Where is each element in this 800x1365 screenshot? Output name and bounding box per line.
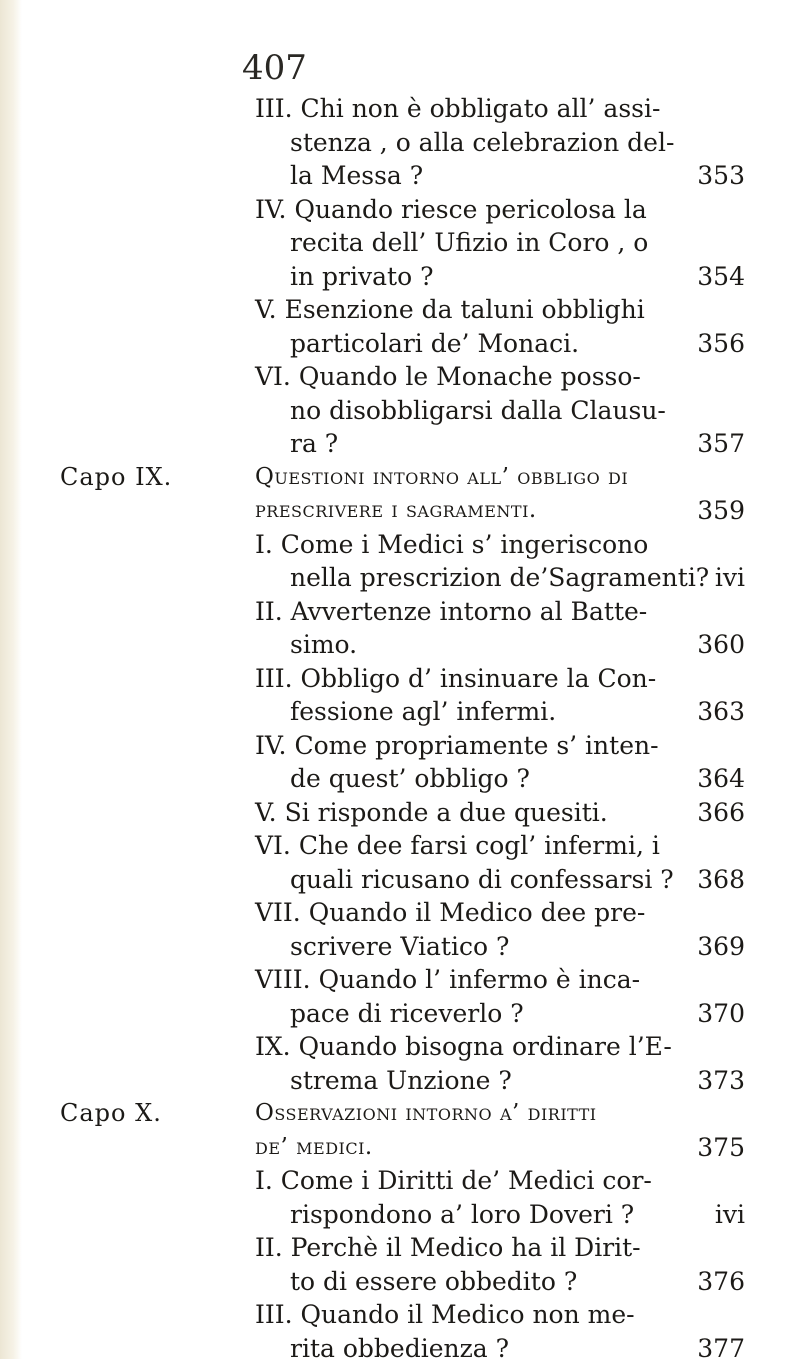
toc-line [0, 829, 800, 863]
entry-text: fessione agl’ infermi. [290, 695, 556, 729]
toc-line [0, 494, 800, 528]
entry-text: III. Quando il Medico non me- [255, 1298, 635, 1332]
toc-line [0, 226, 800, 260]
toc-line [0, 1164, 800, 1198]
toc-line [0, 1265, 800, 1299]
entry-page-number: 369 [665, 930, 745, 964]
entry-text: rita obbedienza ? [290, 1332, 509, 1365]
toc-line [0, 561, 800, 595]
entry-text: V. Si risponde a due quesiti. [255, 796, 608, 830]
toc-line [0, 260, 800, 294]
entry-text: nella prescrizion de’Sagramenti? [290, 561, 709, 595]
toc-line [0, 796, 800, 830]
entry-text: II. Avvertenze intorno al Batte- [255, 595, 647, 629]
entry-text: rispondono a’ loro Doveri ? [290, 1198, 634, 1232]
toc-line [0, 762, 800, 796]
entry-text: de quest’ obbligo ? [290, 762, 530, 796]
entry-text: ra ? [290, 427, 338, 461]
entry-page-number: 363 [665, 695, 745, 729]
toc-line [0, 930, 800, 964]
toc-line [0, 1064, 800, 1098]
toc-line [0, 427, 800, 461]
toc-line [0, 126, 800, 160]
toc-line [0, 1298, 800, 1332]
toc-line [0, 1097, 800, 1131]
chapter-heading: prescrivere i sagramenti. [255, 494, 537, 528]
chapter-heading: Osservazioni intorno a’ diritti [255, 1097, 597, 1131]
entry-text: stenza , o alla celebrazion del- [290, 126, 674, 160]
entry-text: IV. Come propriamente s’ inten- [255, 729, 659, 763]
entry-text: IV. Quando riesce pericolosa la [255, 193, 647, 227]
entry-page-number: 360 [665, 628, 745, 662]
entry-page-number: 373 [665, 1064, 745, 1098]
entry-text: scrivere Viatico ? [290, 930, 509, 964]
chapter-heading: de’ medici. [255, 1131, 373, 1165]
entry-text: pace di riceverlo ? [290, 997, 524, 1031]
chapter-label: Capo IX. [60, 461, 172, 495]
entry-page-number: 377 [665, 1332, 745, 1365]
entry-page-number: 364 [665, 762, 745, 796]
toc-line [0, 863, 800, 897]
entry-text: I. Come i Diritti de’ Medici cor- [255, 1164, 652, 1198]
toc-line [0, 1332, 800, 1365]
chapter-heading: Questioni intorno all’ obbligo di [255, 461, 628, 495]
entry-text: V. Esenzione da taluni obblighi [255, 293, 645, 327]
entry-text: III. Obbligo d’ insinuare la Con- [255, 662, 656, 696]
entry-text: I. Come i Medici s’ ingeriscono [255, 528, 648, 562]
toc-line [0, 1231, 800, 1265]
entry-page-number: 357 [665, 427, 745, 461]
toc-line [0, 729, 800, 763]
entry-text: to di essere obbedito ? [290, 1265, 577, 1299]
entry-page-number: ivi [665, 1198, 745, 1232]
toc-line [0, 1198, 800, 1232]
entry-page-number: 366 [665, 796, 745, 830]
entry-page-number: 375 [665, 1131, 745, 1165]
toc-line [0, 1131, 800, 1165]
entry-text: III. Chi non è obbligato all’ assi- [255, 92, 660, 126]
entry-page-number: 359 [665, 494, 745, 528]
entry-page-number: 356 [665, 327, 745, 361]
chapter-label: Capo X. [60, 1097, 162, 1131]
toc-line [0, 159, 800, 193]
toc-line [0, 595, 800, 629]
toc-line [0, 92, 800, 126]
toc-line [0, 360, 800, 394]
entry-text: strema Unzione ? [290, 1064, 512, 1098]
entry-text: in privato ? [290, 260, 433, 294]
entry-page-number: 370 [665, 997, 745, 1031]
toc-line [0, 695, 800, 729]
entry-text: recita dell’ Ufizio in Coro , o [290, 226, 648, 260]
page-number: 407 [242, 48, 302, 88]
entry-text: II. Perchè il Medico ha il Dirit- [255, 1231, 641, 1265]
entry-page-number: ivi [665, 561, 745, 595]
entry-text: VI. Che dee farsi cogl’ infermi, i [255, 829, 660, 863]
toc-line [0, 193, 800, 227]
toc-line [0, 662, 800, 696]
table-of-contents [0, 92, 800, 1365]
entry-text: quali ricusano di confessarsi ? [290, 863, 674, 897]
entry-text: VIII. Quando l’ infermo è inca- [255, 963, 640, 997]
toc-line [0, 461, 800, 495]
toc-line [0, 628, 800, 662]
toc-line [0, 327, 800, 361]
entry-text: la Messa ? [290, 159, 423, 193]
toc-line [0, 963, 800, 997]
entry-text: simo. [290, 628, 357, 662]
toc-line [0, 1030, 800, 1064]
toc-line [0, 528, 800, 562]
entry-text: no disobbligarsi dalla Clausu- [290, 394, 666, 428]
toc-line [0, 896, 800, 930]
entry-page-number: 353 [665, 159, 745, 193]
entry-page-number: 368 [665, 863, 745, 897]
entry-page-number: 376 [665, 1265, 745, 1299]
entry-text: VI. Quando le Monache posso- [255, 360, 641, 394]
entry-page-number: 354 [665, 260, 745, 294]
toc-line [0, 997, 800, 1031]
toc-line [0, 394, 800, 428]
entry-text: VII. Quando il Medico dee pre- [255, 896, 645, 930]
entry-text: IX. Quando bisogna ordinare l’E- [255, 1030, 672, 1064]
entry-text: particolari de’ Monaci. [290, 327, 579, 361]
toc-line [0, 293, 800, 327]
